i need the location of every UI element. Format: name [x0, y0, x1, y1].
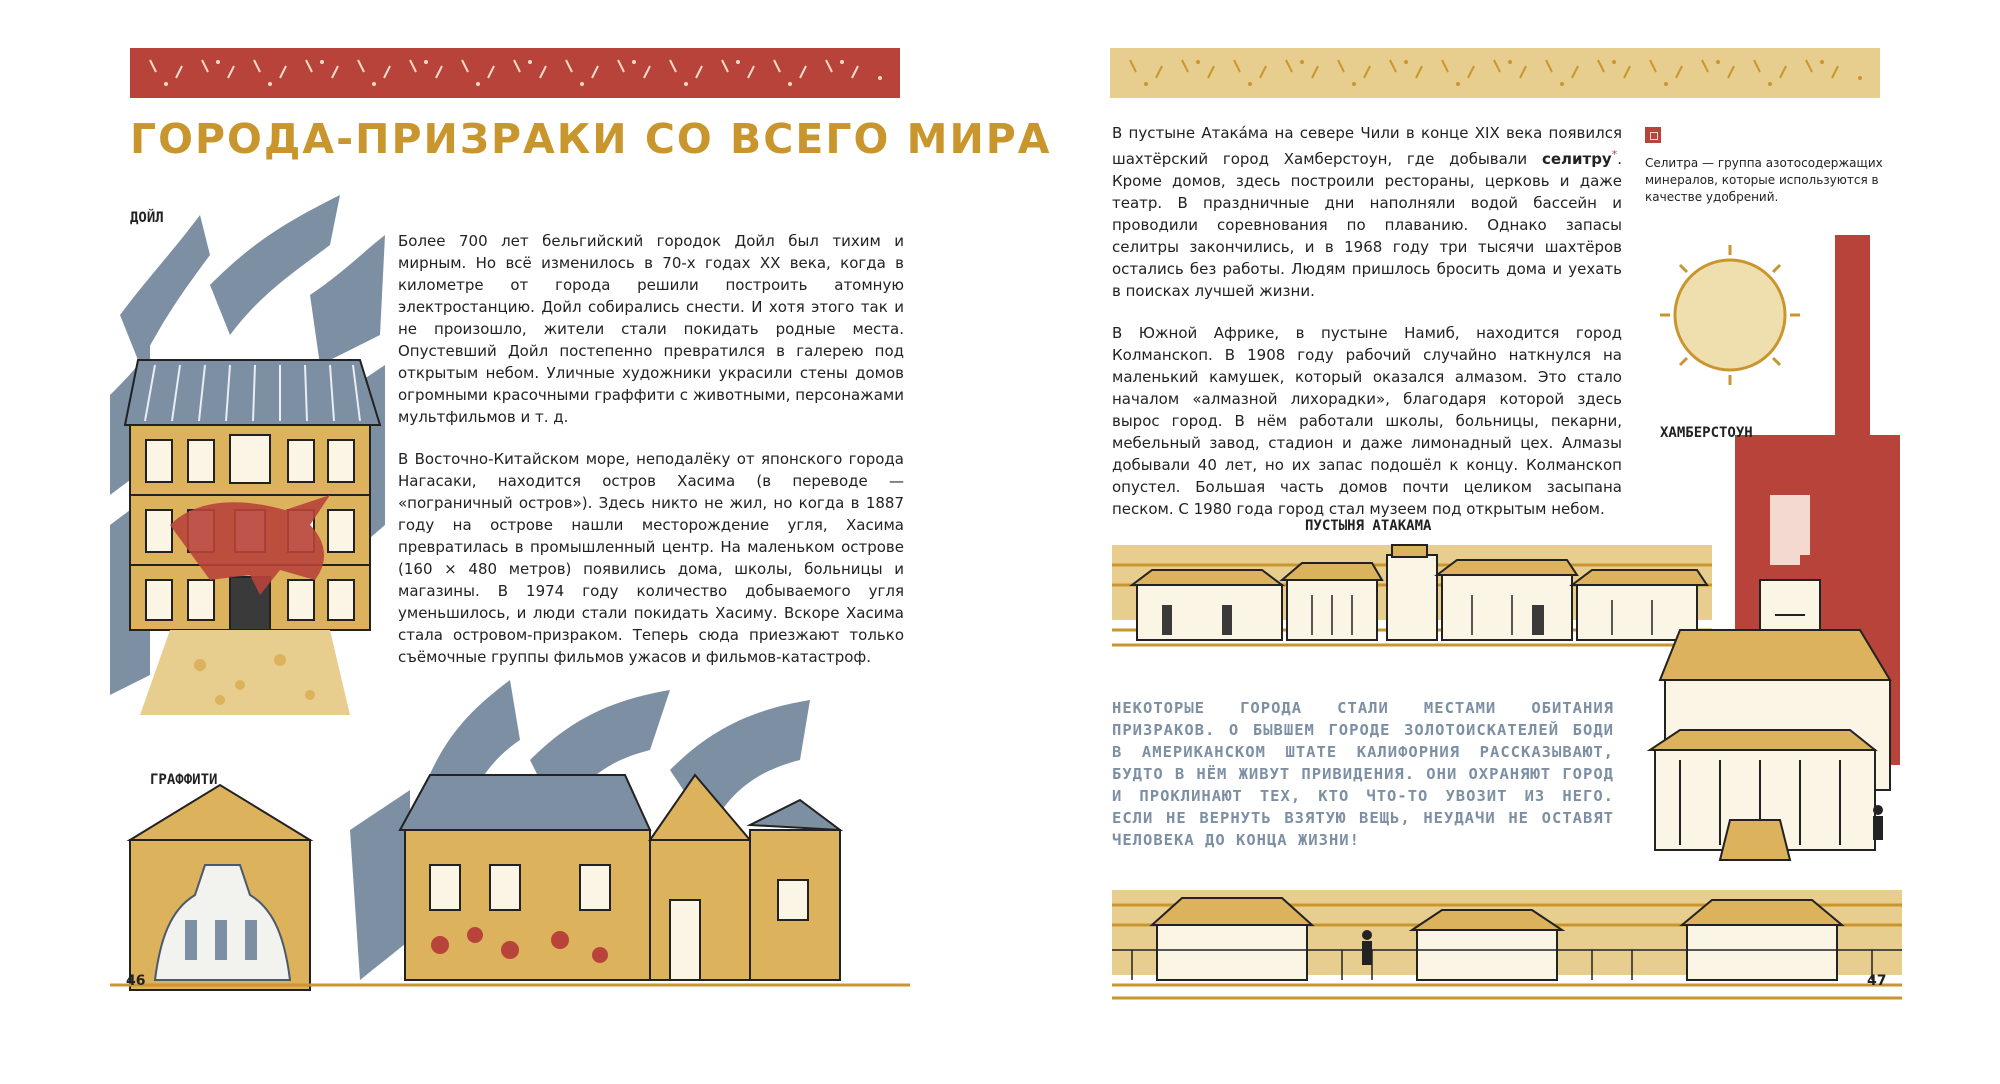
- humberstone-paragraph: [1112, 122, 1622, 302]
- decorative-band-red: [130, 48, 900, 98]
- page-title: ГОРОДА-ПРИЗРАКИ СО ВСЕГО МИРА: [130, 115, 1052, 163]
- decorative-band-sand: [1110, 48, 1880, 98]
- humberstone-text-a: В пустыне Атака́ма на севере Чили в конце XIX века появился шахтёрский город Хамберстоун, где добывали: [1112, 124, 1622, 168]
- page-number-left: 46: [126, 973, 146, 989]
- kolmanskop-paragraph: В Южной Африке, в пустыне Намиб, находится город Колманскоп. В 1908 году рабочий случайно наткнулся на маленький камушек, который оказался алмазом. Это стало началом «алмазной лихорадки», благодаря которой здесь вырос город. В нём работали школы, больницы, пекарни, мебельный завод, стадион и даже лимонадный цех. Алмазы добывали 40 лет, но их запас подошёл к концу. Колманскоп опустел. Большая часть домов почти целиком засыпана песком. С 1980 года город стал музеем под открытым небом.: [1112, 324, 1622, 518]
- footnote-mark: *: [1611, 148, 1618, 161]
- label-doel: ДОЙЛ: [130, 210, 164, 226]
- humberstone-text-b: . Кроме домов, здесь построили рестораны, церковь и даже театр. В праздничные дни наполняли водой бассейн и проводили соревнования по плаванию. Однако запасы селитры закончились, и в 1968 году три тысячи шахтёров остались без работы. Людям пришлось бросить дома и уехать в поисках лучшей жизни.: [1112, 150, 1622, 300]
- hashima-paragraph: В Восточно-Китайском море, неподалёку от японского города Нагасаки, находится остров Хасима (в переводе — «пограничный остров»). Здесь никто не жил, но когда в 1887 году на острове нашли месторождение угля, Хасима превратилась в промышленный центр. На маленьком острове (160 × 480 метров) появились дома, школы, больницы и магазины. В 1974 году количество добываемого угля уменьшилось, и люди стали покидать Хасиму. Вскоре Хасима стала островом-призраком. Теперь сюда приезжают только съёмочные группы фильмов ужасов и фильмов-катастроф.: [398, 450, 904, 666]
- left-text-block: [398, 230, 904, 688]
- graffiti-street-illustration: [110, 680, 910, 1005]
- page-number-right: 47: [1867, 973, 1887, 989]
- footnote-square-icon: [1645, 127, 1661, 143]
- footnote-text: Селитра — группа азотосодержащих минералов, которые используются в качестве удобрений.: [1645, 156, 1883, 204]
- kolmanskop-house-illustration: [1640, 620, 1900, 865]
- atacama-buildings-illustration: [1112, 535, 1712, 655]
- doel-paragraph: Более 700 лет бельгийский городок Дойл был тихим и мирным. Но всё изменилось в 70-х годах XX века, когда в километре от города решили построить атомную электростанцию. Дойл собирались снести. И хотя этого так и не произошло, жители стали покидать родные места. Опустевший Дойл постепенно превратился в галерею под открытым небом. Уличные художники украсили стены домов огромными красочными граффити с животными, персонажами мультфильмов и т. д.: [398, 232, 904, 426]
- bodie-callout: НЕКОТОРЫЕ ГОРОДА СТАЛИ МЕСТАМИ ОБИТАНИЯ ПРИЗРАКОВ. О БЫВШЕМ ГОРОДЕ ЗОЛОТОИСКАТЕЛЕЙ БОДИ В АМЕРИКАНСКОМ ШТАТЕ КАЛИФОРНИЯ РАССКАЗЫВАЮТ, БУДТО В НЁМ ЖИВУТ ПРИВИДЕНИЯ. ОНИ ОХРАНЯЮТ ГОРОД И ПРОКЛИНАЮТ ТЕХ, КТО ЧТО-ТО УВОЗИТ ИЗ НЕГО. ЕСЛИ НЕ ВЕРНУТЬ ВЗЯТУЮ ВЕЩЬ, НЕУДАЧИ НЕ ОСТАВЯТ ЧЕЛОВЕКА ДО КОНЦА ЖИЗНИ!: [1112, 699, 1614, 849]
- village-band-illustration: [1112, 880, 1902, 1005]
- doel-house-illustration: [110, 195, 390, 715]
- right-text-block: [1112, 122, 1622, 540]
- saltpeter-term: селитру: [1541, 150, 1612, 168]
- label-atacama: ПУСТЫНЯ АТАКАМА: [1305, 518, 1432, 534]
- right-page: [1000, 0, 2000, 1084]
- label-humberstone: ХАМБЕРСТОУН: [1660, 425, 1753, 441]
- label-graffiti: ГРАФФИТИ: [150, 772, 218, 788]
